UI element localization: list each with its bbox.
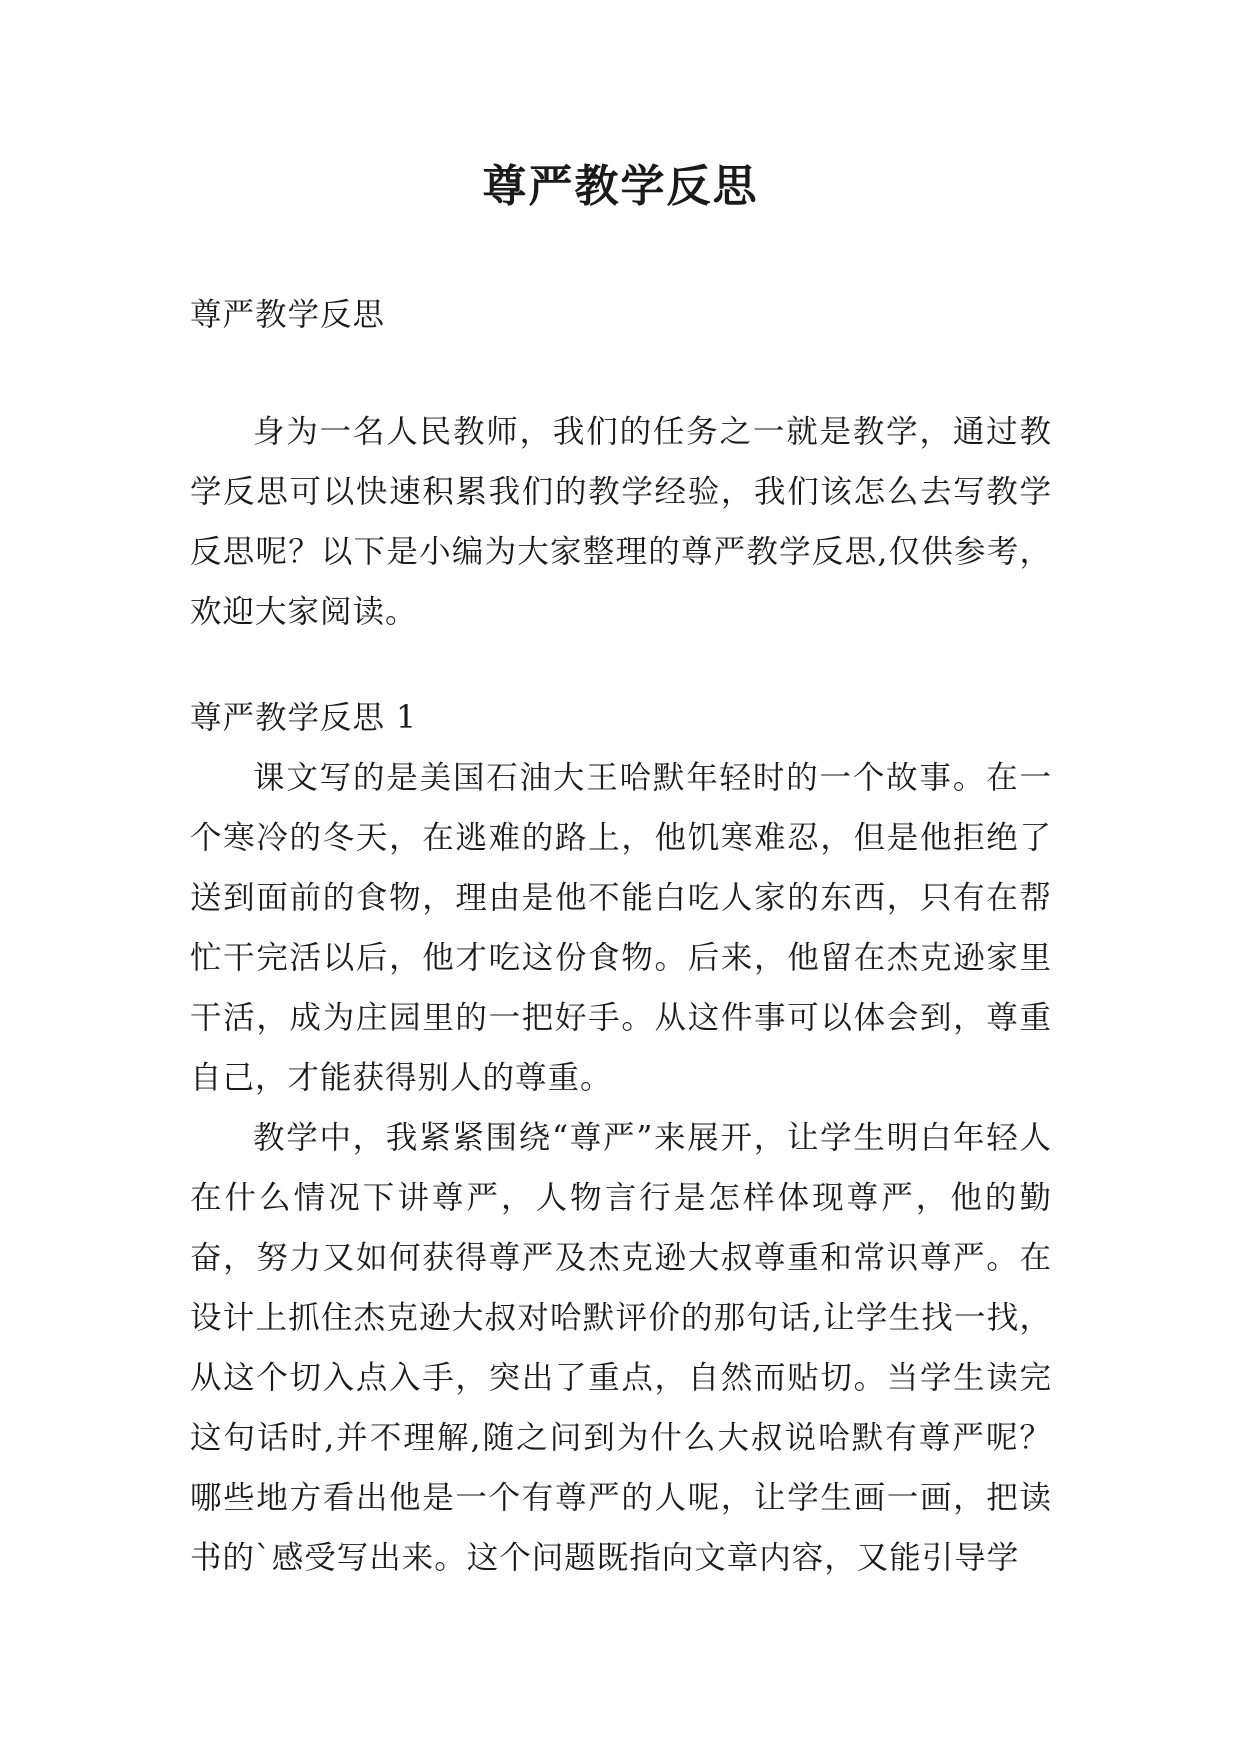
section-1 [190, 688, 1052, 1588]
section-heading: 尊严教学反思 1 [190, 700, 418, 736]
intro-block [190, 402, 1052, 642]
section-paragraph: 教学中，我紧紧围绕“尊严”来展开，让学生明白年轻人在什么情况下讲尊严，人物言行是怎样体现尊严，他的勤奋，努力又如何获得尊严及杰克逊大叔尊重和常识尊严。在设计上抓住杰克逊大叔对哈默评价的那句话,让学生找一找，从这个切入点入手，突出了重点，自然而贴切。当学生读完这句话时,并不理解,随之问到为什么大叔说哈默有尊严呢？哪些地方看出他是一个有尊严的人呢，让学生画一画，把读书的`感受写出来。这个问题既指向文章内容，又能引导学 [190, 1120, 1052, 1576]
page-title: 尊严教学反思 [482, 161, 759, 212]
intro-paragraph: 身为一名人民教师，我们的任务之一就是教学，通过教学反思可以快速积累我们的教学经验，我们该怎么去写教学反思呢？以下是小编为大家整理的尊严教学反思,仅供参考，欢迎大家阅读。 [190, 414, 1052, 630]
document-subtitle: 尊严教学反思 [190, 297, 386, 333]
section-paragraph: 课文写的是美国石油大王哈默年轻时的一个故事。在一个寒冷的冬天，在逃难的路上，他饥寒难忍，但是他拒绝了送到面前的食物，理由是他不能白吃人家的东西，只有在帮忙干完活以后，他才吃这份食物。后来，他留在杰克逊家里干活，成为庄园里的一把好手。从这件事可以体会到，尊重自己，才能获得别人的尊重。 [190, 760, 1052, 1096]
